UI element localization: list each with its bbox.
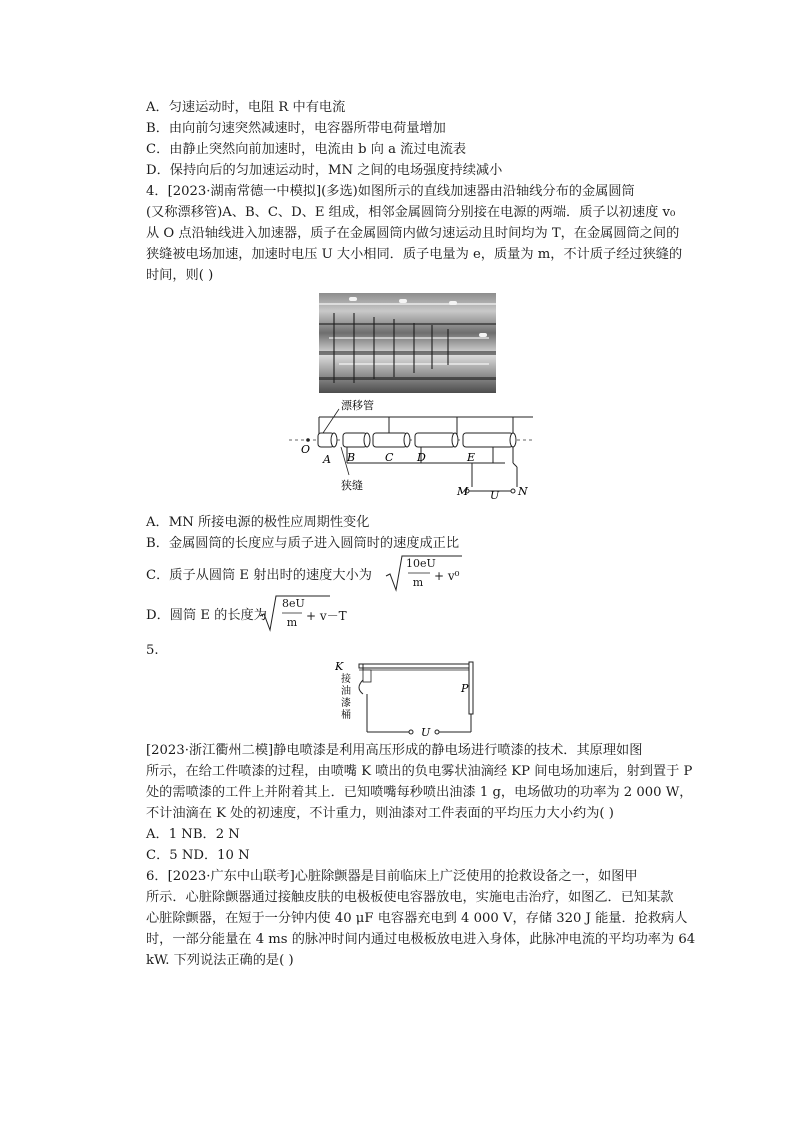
label-D: D — [417, 451, 426, 464]
q4-option-c-numerator: 10eU — [406, 557, 436, 570]
q5-number: 5. — [146, 643, 159, 658]
can-label-2: 油 — [341, 686, 351, 697]
q5-stem-line-4: 不计油滴在 K 处的初速度，不计重力，则油漆对工件表面的平均压力大小约为( ) — [146, 806, 614, 821]
q6-stem-line-4: 时，一部分能量在 4 ms 的脉冲时间内通过电极板放电进入身体，此脉冲电流的平均功率为 64 — [146, 932, 696, 947]
label-A: A — [323, 453, 331, 466]
label-U-q5: U — [421, 726, 431, 739]
q4-option-b: B．金属圆筒的长度应与质子进入圆筒时的速度成正比 — [146, 536, 460, 551]
q4-option-c-denominator: m — [412, 576, 424, 589]
q4-option-d-denominator: m — [286, 616, 298, 629]
q5-options-cd: C．5 ND．10 N — [146, 848, 250, 863]
label-B: B — [347, 451, 356, 464]
q6-stem-line-1: 6．[2023·广东中山联考]心脏除颤器是目前临床上广泛使用的抢救设备之一，如图甲 — [146, 869, 638, 884]
label-O: O — [301, 443, 311, 456]
q4-stem-line-4: 狭缝被电场加速，加速时电压 U 大小相同．质子电量为 e，质量为 m，不计质子经过狭缝的 — [146, 247, 683, 262]
label-N: N — [518, 485, 528, 498]
q5-stem-line-2: 所示，在给工件喷漆的过程，由喷嘴 K 喷出的负电雾状油滴经 KP 间电场加速后，射到置于 P — [146, 764, 693, 779]
label-U: U — [490, 489, 500, 502]
label-K: K — [335, 660, 344, 673]
q4-option-a: A．MN 所接电源的极性应周期性变化 — [146, 515, 370, 530]
label-P: P — [461, 682, 469, 695]
q3-option-b: B．由向前匀速突然减速时，电容器所带电荷量增加 — [146, 121, 446, 136]
q3-option-a: A．匀速运动时，电阻 R 中有电流 — [146, 100, 346, 115]
can-label-3: 漆 — [341, 698, 351, 709]
can-label-1: 接 — [341, 674, 351, 685]
q4-option-c-prefix: C．质子从圆筒 E 射出时的速度大小为 — [146, 568, 372, 583]
q5-options-ab: A．1 NB．2 N — [146, 827, 240, 842]
q6-stem-line-5: kW. 下列说法正确的是( ) — [146, 953, 294, 968]
q6-stem-line-3: 心脏除颤器，在短于一分钟内使 40 μF 电容器充电到 4 000 V，存储 320 J 能量．抢救病人 — [146, 911, 688, 926]
q4-stem-line-1: 4．[2023·湖南常德一中模拟](多选)如图所示的直线加速器由沿轴线分布的金属圆筒 — [146, 184, 635, 199]
spray-paint-diagram — [335, 658, 485, 740]
accelerator-photo — [319, 293, 496, 393]
q6-stem-line-2: 所示．心脏除颤器通过接触皮肤的电极板使电容器放电，实施电击治疗，如图乙．已知某款 — [146, 890, 674, 905]
q4-stem-line-5: 时间，则( ) — [146, 268, 214, 283]
q4-stem-line-3: 从 O 点沿轴线进入加速器，质子在金属圆筒内做匀速运动且时间均为 T，在金属圆筒之间的 — [146, 226, 680, 241]
drift-tube-diagram — [285, 395, 540, 505]
q4-option-c-tail: + v⁰ — [434, 569, 460, 583]
label-C: C — [385, 451, 394, 464]
q3-option-d: D．保持向后的匀加速运动时，MN 之间的电场强度持续减小 — [146, 163, 503, 178]
can-label-4: 桶 — [341, 710, 351, 721]
q4-option-d-prefix: D．圆筒 E 的长度为 — [146, 608, 267, 623]
label-E: E — [467, 451, 476, 464]
q4-option-d-numerator: 8eU — [282, 597, 305, 610]
q5-stem-line-3: 处的需喷漆的工件上并附着其上．已知喷嘴每秒喷出油漆 1 g，电场做功的功率为 2 000 W， — [146, 785, 693, 800]
q4-stem-line-2: (又称漂移管)A、B、C、D、E 组成，相邻金属圆筒分别接在电源的两端．质子以初速度 v₀ — [146, 205, 676, 220]
q5-stem-line-1: [2023·浙江衢州二模]静电喷漆是利用高压形成的静电场进行喷漆的技术．其原理如图 — [146, 743, 643, 758]
q3-option-c: C．由静止突然向前加速时，电流由 b 向 a 流过电流表 — [146, 142, 467, 157]
gap-label: 狭缝 — [341, 479, 363, 492]
drift-tube-label: 漂移管 — [341, 399, 374, 412]
q4-option-d-tail: + v－T — [306, 609, 347, 623]
label-M: M — [457, 485, 469, 498]
